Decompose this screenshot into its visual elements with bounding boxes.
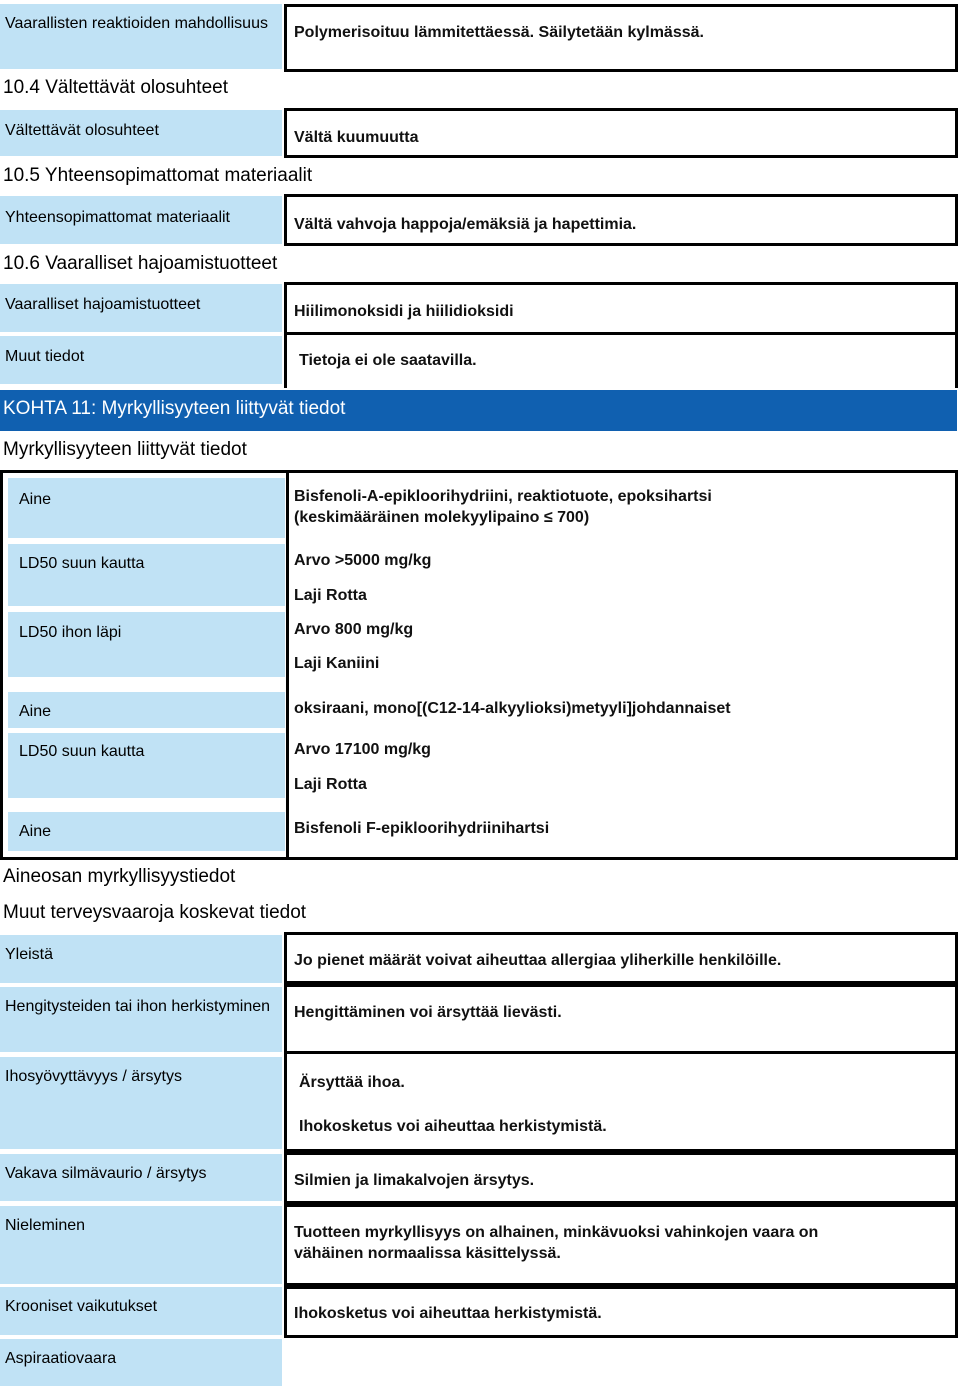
- substance-3-name: Bisfenoli F-epikloorihydriinihartsi: [294, 820, 550, 837]
- incompatible-materials-value: Vältä vahvoja happoja/emäksiä ja hapettimia.: [284, 194, 958, 246]
- substance-2-ld50-oral-label: LD50 suun kautta: [8, 733, 285, 798]
- skin-irritation-value-2: Ihokosketus voi aiheuttaa herkistymistä.: [299, 1118, 607, 1135]
- decomposition-products-label: Vaaralliset hajoamistuotteet: [0, 284, 282, 332]
- other-info-box: [284, 334, 958, 388]
- section-11-header: KOHTA 11: Myrkyllisyyteen liittyvät tiedot: [0, 390, 957, 431]
- eye-damage-label: Vakava silmävaurio / ärsytys: [0, 1154, 282, 1201]
- decomposition-products-value: Hiilimonoksidi ja hiilidioksidi: [284, 282, 958, 335]
- other-health-hazards-heading: Muut terveysvaaroja koskevat tiedot: [3, 902, 307, 923]
- skin-irritation-value: Ärsyttää ihoa.: [299, 1074, 405, 1091]
- substance-1-ld50-oral-species: Laji Rotta: [294, 587, 367, 604]
- ingestion-label: Nieleminen: [0, 1206, 282, 1284]
- substance-3-label: Aine: [8, 812, 285, 851]
- substance-2-ld50-oral-species: Laji Rotta: [294, 776, 367, 793]
- substance-1-ld50-oral-value: Arvo >5000 mg/kg: [294, 552, 432, 569]
- conditions-to-avoid-label: Vältettävät olosuhteet: [0, 110, 282, 156]
- reactivity-label: Vaarallisten reaktioiden mahdollisuus: [0, 4, 282, 69]
- substance-2-ld50-oral-value: Arvo 17100 mg/kg: [294, 741, 431, 758]
- substance-2-name: oksiraani, mono[(C12-14-alkyylioksi)metyyli]johdannaiset: [294, 700, 731, 717]
- other-info-label: Muut tiedot: [0, 336, 282, 384]
- toxicity-subheading: Myrkyllisyyteen liittyvät tiedot: [3, 439, 247, 460]
- skin-irritation-box: [284, 1054, 958, 1152]
- sensitisation-value: Hengittäminen voi ärsyttää lievästi.: [284, 984, 958, 1054]
- substance-1-ld50-dermal-species: Laji Kaniini: [294, 655, 380, 672]
- substance-1-ld50-dermal-label: LD50 ihon läpi: [8, 612, 285, 677]
- general-label: Yleistä: [0, 935, 282, 983]
- reactivity-value: Polymerisoituu lämmitettäessä. Säilytetään kylmässä.: [284, 4, 958, 72]
- aspiration-hazard-label: Aspiraatiovaara: [0, 1339, 282, 1386]
- conditions-to-avoid-value: Vältä kuumuutta: [284, 108, 958, 158]
- ingestion-value: Tuotteen myrkyllisyys on alhainen, minkävuoksi vahinkojen vaara on vähäinen normaalissa käsittelyssä.: [284, 1204, 958, 1286]
- general-value: Jo pienet määrät voivat aiheuttaa allergiaa yliherkille henkilöille.: [284, 932, 958, 984]
- substance-2-label: Aine: [8, 692, 285, 728]
- chronic-effects-value: Ihokosketus voi aiheuttaa herkistymistä.: [284, 1286, 958, 1338]
- section-10-4-heading: 10.4 Vältettävät olosuhteet: [3, 77, 228, 98]
- eye-damage-value: Silmien ja limakalvojen ärsytys.: [284, 1152, 958, 1204]
- section-10-6-heading: 10.6 Vaaralliset hajoamistuotteet: [3, 253, 278, 274]
- substance-1-name-line1: Bisfenoli-A-epikloorihydriini, reaktiotuote, epoksihartsi: [294, 488, 712, 505]
- component-toxicity-heading: Aineosan myrkyllisyystiedot: [3, 866, 236, 887]
- substance-1-ld50-oral-label: LD50 suun kautta: [8, 544, 285, 606]
- substance-1-label: Aine: [8, 478, 285, 538]
- section-10-5-heading: 10.5 Yhteensopimattomat materiaalit: [3, 165, 313, 186]
- chronic-effects-label: Krooniset vaikutukset: [0, 1287, 282, 1335]
- skin-irritation-label: Ihosyövyttävyys / ärsytys: [0, 1057, 282, 1149]
- substance-1-ld50-dermal-value: Arvo 800 mg/kg: [294, 621, 414, 638]
- sensitisation-label: Hengitysteiden tai ihon herkistyminen: [0, 987, 282, 1052]
- substance-1-name-line2: (keskimääräinen molekyylipaino ≤ 700): [294, 509, 590, 526]
- other-info-value: Tietoja ei ole saatavilla.: [299, 352, 477, 369]
- incompatible-materials-label: Yhteensopimattomat materiaalit: [0, 196, 282, 244]
